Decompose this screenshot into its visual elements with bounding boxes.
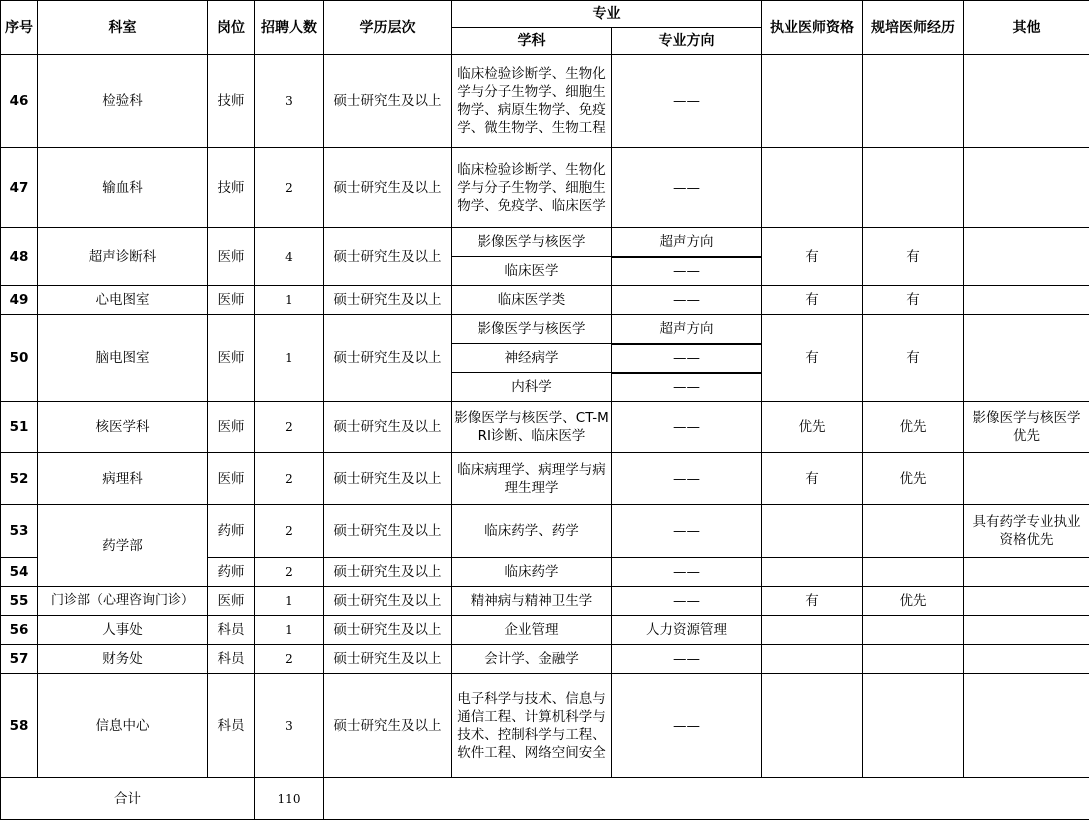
header-post: 岗位 [208, 1, 255, 55]
row-direction: —— [612, 286, 762, 315]
row-count: 1 [255, 315, 324, 402]
row-direction: 人力资源管理 [612, 616, 762, 645]
row-seq: 49 [1, 286, 38, 315]
header-subject: 学科 [452, 28, 612, 55]
row-other [964, 148, 1089, 228]
table-row [1, 587, 1089, 616]
header-major: 专业 [452, 1, 762, 28]
table-row [1, 286, 1089, 315]
row-license [762, 616, 863, 645]
row-count: 3 [255, 674, 324, 778]
row-dept: 信息中心 [38, 674, 208, 778]
row-direction: —— [612, 148, 762, 228]
row-dept: 输血科 [38, 148, 208, 228]
row-edu: 硕士研究生及以上 [324, 55, 452, 148]
row-post: 医师 [208, 286, 255, 315]
row-count: 1 [255, 616, 324, 645]
row-direction: —— [612, 344, 762, 373]
row-other [964, 558, 1089, 587]
header-edu: 学历层次 [324, 1, 452, 55]
total-blank [324, 778, 1089, 820]
row-dept: 病理科 [38, 453, 208, 505]
row-direction: 超声方向 [612, 315, 762, 344]
row-residency: 优先 [863, 587, 964, 616]
row-edu: 硕士研究生及以上 [324, 558, 452, 587]
row-residency: 优先 [863, 453, 964, 505]
row-post: 技师 [208, 148, 255, 228]
total-row [1, 778, 1089, 820]
row-other: 影像医学与核医学优先 [964, 402, 1089, 453]
header-residency: 规培医师经历 [863, 1, 964, 55]
row-seq: 48 [1, 228, 38, 286]
table-row [1, 55, 1089, 148]
row-count: 2 [255, 148, 324, 228]
row-residency [863, 558, 964, 587]
row-subject: 临床检验诊断学、生物化学与分子生物学、细胞生物学、病原生物学、免疫学、微生物学、生物工程 [452, 55, 612, 148]
row-edu: 硕士研究生及以上 [324, 674, 452, 778]
header-count: 招聘人数 [255, 1, 324, 55]
header-other: 其他 [964, 1, 1089, 55]
row-edu: 硕士研究生及以上 [324, 505, 452, 558]
row-other [964, 674, 1089, 778]
row-post: 医师 [208, 315, 255, 402]
row-other [964, 228, 1089, 286]
row-edu: 硕士研究生及以上 [324, 315, 452, 402]
row-count: 3 [255, 55, 324, 148]
row-subject: 影像医学与核医学 [452, 315, 612, 344]
row-other [964, 645, 1089, 674]
row-post: 医师 [208, 453, 255, 505]
row-residency [863, 674, 964, 778]
row-seq: 51 [1, 402, 38, 453]
row-seq: 46 [1, 55, 38, 148]
row-dept: 脑电图室 [38, 315, 208, 402]
total-count: 110 [255, 778, 324, 820]
row-subject: 影像医学与核医学 [452, 228, 612, 257]
row-dept: 人事处 [38, 616, 208, 645]
row-license: 有 [762, 453, 863, 505]
row-dept: 心电图室 [38, 286, 208, 315]
row-residency [863, 148, 964, 228]
row-post: 医师 [208, 228, 255, 286]
row-edu: 硕士研究生及以上 [324, 453, 452, 505]
header-seq: 序号 [1, 1, 38, 55]
row-seq: 58 [1, 674, 38, 778]
row-subject: 临床药学 [452, 558, 612, 587]
row-other [964, 286, 1089, 315]
row-residency: 优先 [863, 402, 964, 453]
row-post: 技师 [208, 55, 255, 148]
row-direction: —— [612, 505, 762, 558]
row-edu: 硕士研究生及以上 [324, 587, 452, 616]
row-seq: 54 [1, 558, 38, 587]
row-count: 2 [255, 505, 324, 558]
row-post: 药师 [208, 505, 255, 558]
row-count: 4 [255, 228, 324, 286]
row-direction: —— [612, 645, 762, 674]
row-subject: 内科学 [452, 373, 612, 402]
row-other [964, 315, 1089, 402]
table-row [1, 315, 1089, 344]
row-subject: 企业管理 [452, 616, 612, 645]
row-subject: 临床医学类 [452, 286, 612, 315]
row-seq: 52 [1, 453, 38, 505]
row-license [762, 645, 863, 674]
row-license [762, 505, 863, 558]
row-post: 药师 [208, 558, 255, 587]
table-row [1, 674, 1089, 778]
row-post: 科员 [208, 645, 255, 674]
row-license: 有 [762, 315, 863, 402]
row-license [762, 674, 863, 778]
row-direction: —— [612, 402, 762, 453]
row-other [964, 587, 1089, 616]
row-direction: —— [612, 587, 762, 616]
row-dept: 财务处 [38, 645, 208, 674]
row-seq: 50 [1, 315, 38, 402]
row-license [762, 55, 863, 148]
row-count: 2 [255, 453, 324, 505]
row-subject: 精神病与精神卫生学 [452, 587, 612, 616]
row-residency: 有 [863, 228, 964, 286]
row-post: 医师 [208, 402, 255, 453]
row-direction: —— [612, 674, 762, 778]
row-count: 2 [255, 645, 324, 674]
row-edu: 硕士研究生及以上 [324, 228, 452, 286]
row-edu: 硕士研究生及以上 [324, 402, 452, 453]
row-license: 有 [762, 228, 863, 286]
table-row [1, 616, 1089, 645]
row-subject: 临床医学 [452, 257, 612, 286]
table-row [1, 453, 1089, 505]
row-residency [863, 616, 964, 645]
row-subject: 神经病学 [452, 344, 612, 373]
row-subject: 临床药学、药学 [452, 505, 612, 558]
table-row [1, 148, 1089, 228]
row-direction: —— [612, 558, 762, 587]
row-subject: 临床检验诊断学、生物化学与分子生物学、细胞生物学、免疫学、临床医学 [452, 148, 612, 228]
row-seq: 56 [1, 616, 38, 645]
row-subject: 会计学、金融学 [452, 645, 612, 674]
row-dept: 核医学科 [38, 402, 208, 453]
table-row [1, 228, 1089, 257]
row-subject: 电子科学与技术、信息与通信工程、计算机科学与技术、控制科学与工程、软件工程、网络空间安全 [452, 674, 612, 778]
row-post: 医师 [208, 587, 255, 616]
row-seq: 47 [1, 148, 38, 228]
row-license [762, 558, 863, 587]
row-edu: 硕士研究生及以上 [324, 286, 452, 315]
row-residency: 有 [863, 286, 964, 315]
total-label: 合计 [1, 778, 255, 820]
table-row [1, 402, 1089, 453]
row-edu: 硕士研究生及以上 [324, 645, 452, 674]
row-dept: 超声诊断科 [38, 228, 208, 286]
header-license: 执业医师资格 [762, 1, 863, 55]
row-edu: 硕士研究生及以上 [324, 616, 452, 645]
row-post: 科员 [208, 616, 255, 645]
row-dept: 门诊部（心理咨询门诊） [38, 587, 208, 616]
row-direction: —— [612, 373, 762, 402]
row-direction: —— [612, 55, 762, 148]
row-count: 1 [255, 286, 324, 315]
row-direction: 超声方向 [612, 228, 762, 257]
row-direction: —— [612, 453, 762, 505]
table-row [1, 505, 1089, 558]
row-license: 优先 [762, 402, 863, 453]
row-dept: 检验科 [38, 55, 208, 148]
row-edu: 硕士研究生及以上 [324, 148, 452, 228]
row-other [964, 55, 1089, 148]
row-license [762, 148, 863, 228]
row-count: 1 [255, 587, 324, 616]
table-row [1, 645, 1089, 674]
row-seq: 53 [1, 505, 38, 558]
row-dept: 药学部 [38, 505, 208, 587]
row-license: 有 [762, 286, 863, 315]
row-residency [863, 645, 964, 674]
row-other [964, 453, 1089, 505]
row-license: 有 [762, 587, 863, 616]
row-post: 科员 [208, 674, 255, 778]
row-other: 具有药学专业执业资格优先 [964, 505, 1089, 558]
header-direction: 专业方向 [612, 28, 762, 55]
row-residency [863, 55, 964, 148]
row-residency: 有 [863, 315, 964, 402]
row-subject: 临床病理学、病理学与病理生理学 [452, 453, 612, 505]
row-seq: 55 [1, 587, 38, 616]
row-residency [863, 505, 964, 558]
header-dept: 科室 [38, 1, 208, 55]
row-direction: —— [612, 257, 762, 286]
row-count: 2 [255, 558, 324, 587]
row-count: 2 [255, 402, 324, 453]
row-seq: 57 [1, 645, 38, 674]
row-subject: 影像医学与核医学、CT-MRI诊断、临床医学 [452, 402, 612, 453]
row-other [964, 616, 1089, 645]
